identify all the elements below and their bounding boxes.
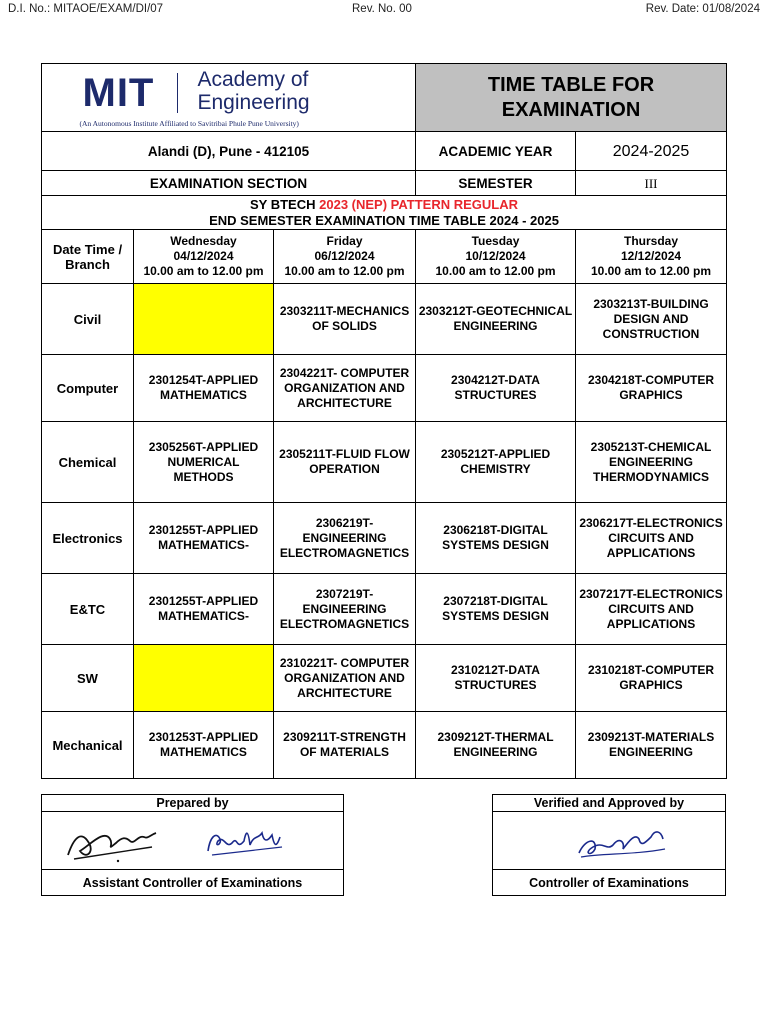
exam-cell: 2309213T-MATERIALS ENGINEERING	[576, 712, 727, 779]
exam-heading-line1	[44, 197, 724, 213]
date-header-row	[42, 230, 727, 284]
approved-by-role: Controller of Examinations	[493, 870, 726, 896]
day-header	[274, 230, 416, 284]
table-row	[42, 712, 727, 779]
examination-section: EXAMINATION SECTION	[42, 171, 416, 196]
table-row	[42, 503, 727, 574]
timetable	[41, 63, 727, 779]
prepared-by-box	[41, 794, 344, 896]
mit-logo-mark: MIT	[82, 70, 155, 115]
document-title	[416, 64, 727, 132]
day-name: Thursday	[624, 234, 679, 248]
branch-name: Computer	[42, 355, 134, 422]
table-row	[42, 574, 727, 645]
document-control-bar	[0, 0, 768, 20]
pattern-highlight: 2023 (NEP) PATTERN REGULAR	[319, 196, 519, 212]
exam-cell: 2303213T-BUILDING DESIGN AND CONSTRUCTION	[576, 284, 727, 355]
exam-cell: 2305212T-APPLIED CHEMISTRY	[416, 422, 576, 503]
branch-name: Chemical	[42, 422, 134, 503]
exam-cell: 2301254T-APPLIED MATHEMATICS	[134, 355, 274, 422]
exam-cell: 2305213T-CHEMICAL ENGINEERING THERMODYNAMICS	[576, 422, 727, 503]
exam-cell: 2309212T-THERMAL ENGINEERING	[416, 712, 576, 779]
academic-year-label: ACADEMIC YEAR	[416, 132, 576, 171]
institute-address: Alandi (D), Pune - 412105	[42, 132, 416, 171]
academic-year-value: 2024-2025	[576, 132, 727, 171]
exam-heading-line2: END SEMESTER EXAMINATION TIME TABLE 2024 - 2025	[209, 212, 559, 228]
exam-cell: 2307219T- ENGINEERING ELECTROMAGNETICS	[274, 574, 416, 645]
prepared-by-role: Assistant Controller of Examinations	[42, 870, 344, 896]
approved-by-signature	[493, 812, 726, 870]
title-line1: TIME TABLE FOR	[487, 73, 655, 96]
semester-label: SEMESTER	[416, 171, 576, 196]
approved-by-label: Verified and Approved by	[493, 795, 726, 812]
day-time: 10.00 am to 12.00 pm	[590, 264, 712, 278]
institute-name	[198, 68, 310, 114]
exam-cell: 2303211T-MECHANICS OF SOLIDS	[274, 284, 416, 355]
institute-logo	[42, 64, 416, 132]
branch-name: Mechanical	[42, 712, 134, 779]
exam-cell: 2304218T-COMPUTER GRAPHICS	[576, 355, 727, 422]
branch-name: E&TC	[42, 574, 134, 645]
day-date: 06/12/2024	[314, 249, 375, 263]
day-date: 10/12/2024	[465, 249, 526, 263]
signature-image	[202, 821, 288, 861]
day-name: Friday	[326, 234, 363, 248]
day-time: 10.00 am to 12.00 pm	[435, 264, 556, 278]
title-line2: EXAMINATION	[501, 98, 641, 121]
exam-heading	[42, 196, 727, 230]
blank-exam-cell	[134, 645, 274, 712]
institute-tagline: (An Autonomous Institute Affiliated to Savitribai Phule Pune University)	[79, 118, 299, 128]
institute-name-line2: Engineering	[197, 90, 310, 114]
prepared-by-label: Prepared by	[42, 795, 344, 812]
exam-cell: 2301255T-APPLIED MATHEMATICS-	[134, 574, 274, 645]
exam-cell: 2304212T-DATA STRUCTURES	[416, 355, 576, 422]
day-name: Tuesday	[471, 234, 520, 248]
approved-by-box	[492, 794, 726, 896]
exam-cell: 2306218T-DIGITAL SYSTEMS DESIGN	[416, 503, 576, 574]
table-row	[42, 284, 727, 355]
exam-cell: 2310221T- COMPUTER ORGANIZATION AND ARCHITECTURE	[274, 645, 416, 712]
table-row	[42, 422, 727, 503]
exam-cell: 2301253T-APPLIED MATHEMATICS	[134, 712, 274, 779]
exam-cell: 2307218T-DIGITAL SYSTEMS DESIGN	[416, 574, 576, 645]
branch-name: Civil	[42, 284, 134, 355]
table-row	[42, 645, 727, 712]
blank-exam-cell	[134, 284, 274, 355]
day-header	[576, 230, 727, 284]
exam-cell: 2303212T-GEOTECHNICAL ENGINEERING	[416, 284, 576, 355]
exam-cell: 2305211T-FLUID FLOW OPERATION	[274, 422, 416, 503]
logo-divider	[177, 73, 179, 113]
revision-date: Rev. Date: 01/08/2024	[645, 3, 760, 15]
heading-prefix: SY BTECH	[250, 196, 316, 212]
exam-cell: 2307217T-ELECTRONICS CIRCUITS AND APPLICATIONS	[576, 574, 727, 645]
institute-name-line1: Academy of	[197, 67, 309, 91]
signature-image	[573, 819, 673, 865]
exam-cell: 2301255T-APPLIED MATHEMATICS-	[134, 503, 274, 574]
exam-cell: 2310212T-DATA STRUCTURES	[416, 645, 576, 712]
exam-cell: 2306219T- ENGINEERING ELECTROMAGNETICS	[274, 503, 416, 574]
day-date: 04/12/2024	[173, 249, 234, 263]
day-date: 12/12/2024	[620, 249, 682, 263]
table-row	[42, 355, 727, 422]
branch-name: SW	[42, 645, 134, 712]
branch-name: Electronics	[42, 503, 134, 574]
day-header	[416, 230, 576, 284]
exam-cell: 2306217T-ELECTRONICS CIRCUITS AND APPLICATIONS	[576, 503, 727, 574]
exam-cell: 2310218T-COMPUTER GRAPHICS	[576, 645, 727, 712]
corner-label: Date Time / Branch	[42, 230, 134, 284]
exam-cell: 2305256T-APPLIED NUMERICAL METHODS	[134, 422, 274, 503]
prepared-by-signatures	[42, 812, 344, 870]
day-header	[134, 230, 274, 284]
exam-cell: 2309211T-STRENGTH OF MATERIALS	[274, 712, 416, 779]
day-name: Wednesday	[170, 234, 237, 248]
exam-cell: 2304221T- COMPUTER ORGANIZATION AND ARCHITECTURE	[274, 355, 416, 422]
revision-number: Rev. No. 00	[352, 3, 412, 15]
di-number: D.I. No.: MITAOE/EXAM/DI/07	[8, 3, 164, 15]
day-time: 10.00 am to 12.00 pm	[284, 264, 405, 278]
signature-image	[60, 815, 164, 867]
semester-value: III	[576, 171, 727, 196]
day-time: 10.00 am to 12.00 pm	[143, 264, 264, 278]
